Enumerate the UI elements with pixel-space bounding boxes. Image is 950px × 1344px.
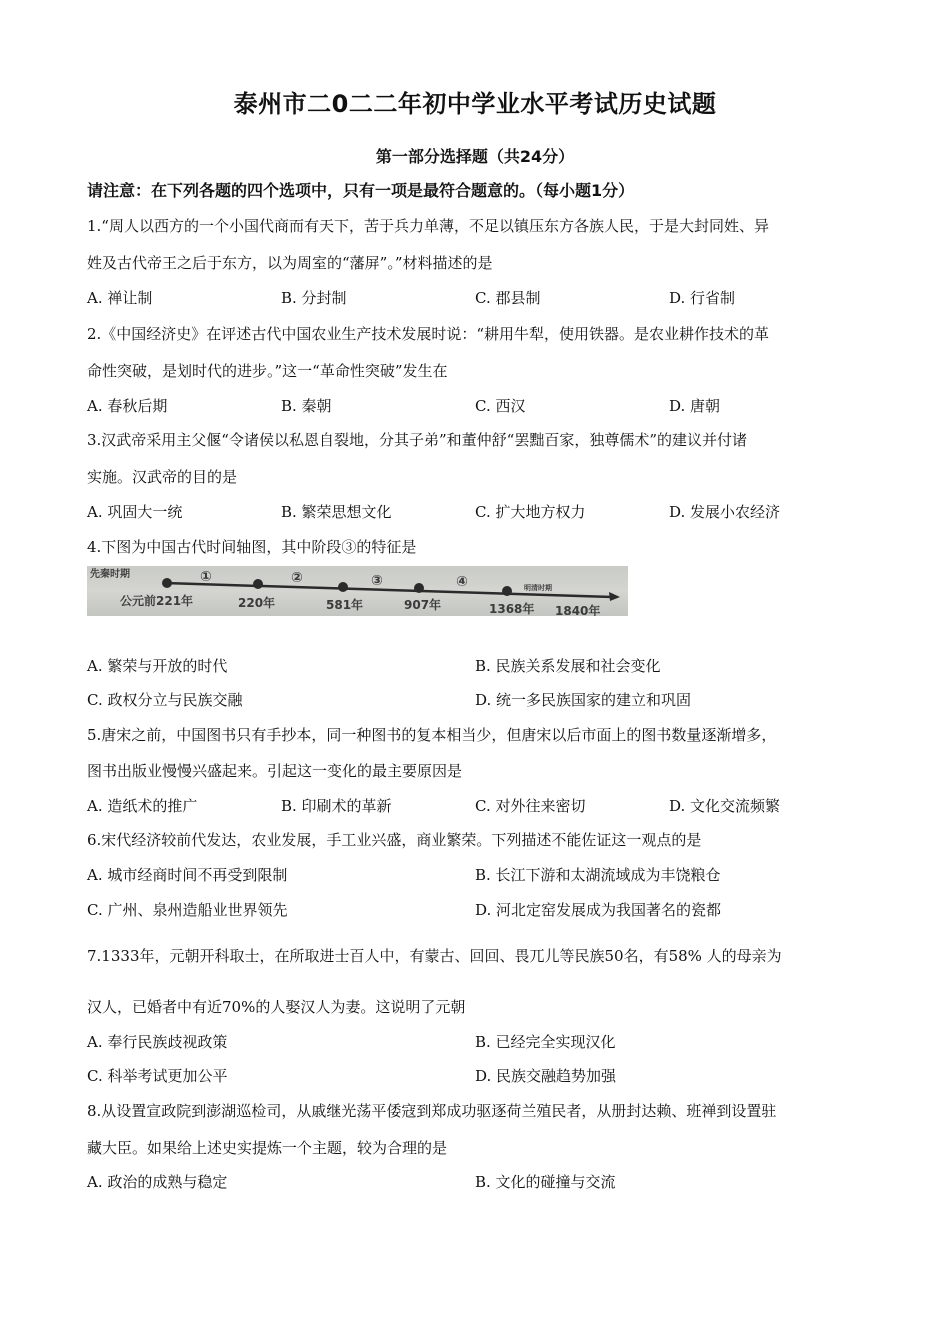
question-1-text-line-1: 1.“周人以西方的一个小国代商而有天下，苦于兵力单薄，不足以镇压东方各族人民，于是大封同姓、异	[87, 217, 769, 235]
question-2-option-a: A. 春秋后期	[87, 397, 168, 415]
question-7-option-b: B. 已经完全实现汉化	[475, 1033, 616, 1051]
question-4-text-line-1: 4.下图为中国古代时间轴图，其中阶段③的特征是	[87, 538, 417, 556]
question-4-option-c: C. 政权分立与民族交融	[87, 691, 243, 709]
timeline-dot	[253, 579, 263, 589]
question-3-option-c: C. 扩大地方权力	[475, 503, 586, 521]
question-3-option-a: A. 巩固大一统	[87, 503, 183, 521]
question-3-text-line-1: 3.汉武帝采用主父偃“令诸侯以私恩自裂地，分其子弟”和董仲舒“罢黜百家，独尊儒术”的建议并付诸	[87, 431, 747, 449]
question-7-option-c: C. 科举考试更加公平	[87, 1067, 228, 1085]
question-8-option-b: B. 文化的碰撞与交流	[475, 1173, 616, 1191]
question-1-option-a: A. 禅让制	[87, 289, 153, 307]
question-1-text-line-2: 姓及古代帝王之后于东方，以为周室的“藩屏”。”材料描述的是	[87, 254, 493, 272]
question-5-text-line-2: 图书出版业慢慢兴盛起来。引起这一变化的最主要原因是	[87, 762, 463, 780]
question-6-option-a: A. 城市经商时间不再受到限制	[87, 866, 288, 884]
question-1-option-d: D. 行省制	[669, 289, 736, 307]
question-4-option-a: A. 繁荣与开放的时代	[87, 657, 228, 675]
question-3-text-line-2: 实施。汉武帝的目的是	[87, 468, 238, 486]
stage-2-marker: ②	[291, 570, 303, 586]
question-7-option-a: A. 奉行民族歧视政策	[87, 1033, 228, 1051]
question-2-text-line-1: 2.《中国经济史》在评述古代中国农业生产技术发展时说：“耕用牛犁，使用铁器。是农业耕作技术的革	[87, 325, 769, 343]
question-2-option-b: B. 秦朝	[281, 397, 332, 415]
date-label: 907年	[404, 598, 442, 612]
question-7-text-line-2: 汉人，已婚者中有近70%的人娶汉人为妻。这说明了元朝	[87, 998, 466, 1016]
question-5-option-c: C. 对外往来密切	[475, 797, 586, 815]
question-2-option-d: D. 唐朝	[669, 397, 721, 415]
question-1-option-b: B. 分封制	[281, 289, 347, 307]
question-5-option-a: A. 造纸术的推广	[87, 797, 198, 815]
question-2-option-c: C. 西汉	[475, 397, 526, 415]
question-5-option-d: D. 文化交流频繁	[669, 797, 781, 815]
question-3-option-b: B. 繁荣思想文化	[281, 503, 392, 521]
date-label: 1840年	[555, 604, 601, 616]
timeline-figure	[87, 566, 628, 616]
question-8-text-line-2: 藏大臣。如果给上述史实提炼一个主题，较为合理的是	[87, 1139, 448, 1157]
exam-title: 泰州市二0二二年初中学业水平考试历史试题	[233, 90, 717, 118]
date-label: 1368年	[489, 602, 535, 616]
question-3-option-d: D. 发展小农经济	[669, 503, 781, 521]
question-6-option-d: D. 河北定窑发展成为我国著名的瓷都	[475, 901, 722, 919]
date-label: 220年	[238, 596, 276, 610]
question-4-option-d: D. 统一多民族国家的建立和巩固	[475, 691, 692, 709]
arrow-head-icon	[609, 592, 620, 601]
question-7-option-d: D. 民族交融趋势加强	[475, 1067, 617, 1085]
question-6-option-b: B. 长江下游和太湖流域成为丰饶粮仓	[475, 866, 721, 884]
date-label: 581年	[326, 598, 364, 612]
question-1-option-c: C. 郡县制	[475, 289, 541, 307]
timeline-dot	[338, 582, 348, 592]
instructions-note: 请注意：在下列各题的四个选项中，只有一项是最符合题意的。（每小题1分）	[87, 181, 635, 200]
question-8-option-a: A. 政治的成熟与稳定	[87, 1173, 228, 1191]
timeline-dot	[162, 578, 172, 588]
section-heading: 第一部分选择题（共24分）	[375, 147, 575, 166]
question-2-text-line-2: 命性突破，是划时代的进步。”这一“革命性突破”发生在	[87, 362, 448, 380]
stage-1-marker: ①	[200, 569, 212, 585]
date-label: 公元前221年	[120, 594, 194, 608]
timeline-start-label: 先秦时期	[90, 569, 130, 580]
stage-4-marker: ④	[456, 574, 468, 590]
stage-3-marker: ③	[371, 573, 383, 589]
question-5-text-line-1: 5.唐宋之前，中国图书只有手抄本，同一种图书的复本相当少，但唐宋以后市面上的图书数量逐渐增多，	[87, 726, 777, 744]
question-7-text-line-1: 7.1333年，元朝开科取士，在所取进士百人中，有蒙古、回回、畏兀儿等民族50名，有58% 人的母亲为	[87, 947, 782, 965]
timeline-dot	[414, 583, 424, 593]
timeline-end-label: 明清时期	[524, 584, 552, 592]
question-4-option-b: B. 民族关系发展和社会变化	[475, 657, 661, 675]
timeline-dot	[502, 586, 512, 596]
question-6-option-c: C. 广州、泉州造船业世界领先	[87, 901, 288, 919]
question-6-text-line-1: 6.宋代经济较前代发达，农业发展，手工业兴盛，商业繁荣。下列描述不能佐证这一观点的是	[87, 831, 702, 849]
question-8-text-line-1: 8.从设置宣政院到澎湖巡检司，从戚继光荡平倭寇到郑成功驱逐荷兰殖民者，从册封达赖、班禅到设置驻	[87, 1102, 777, 1120]
question-5-option-b: B. 印刷术的革新	[281, 797, 392, 815]
